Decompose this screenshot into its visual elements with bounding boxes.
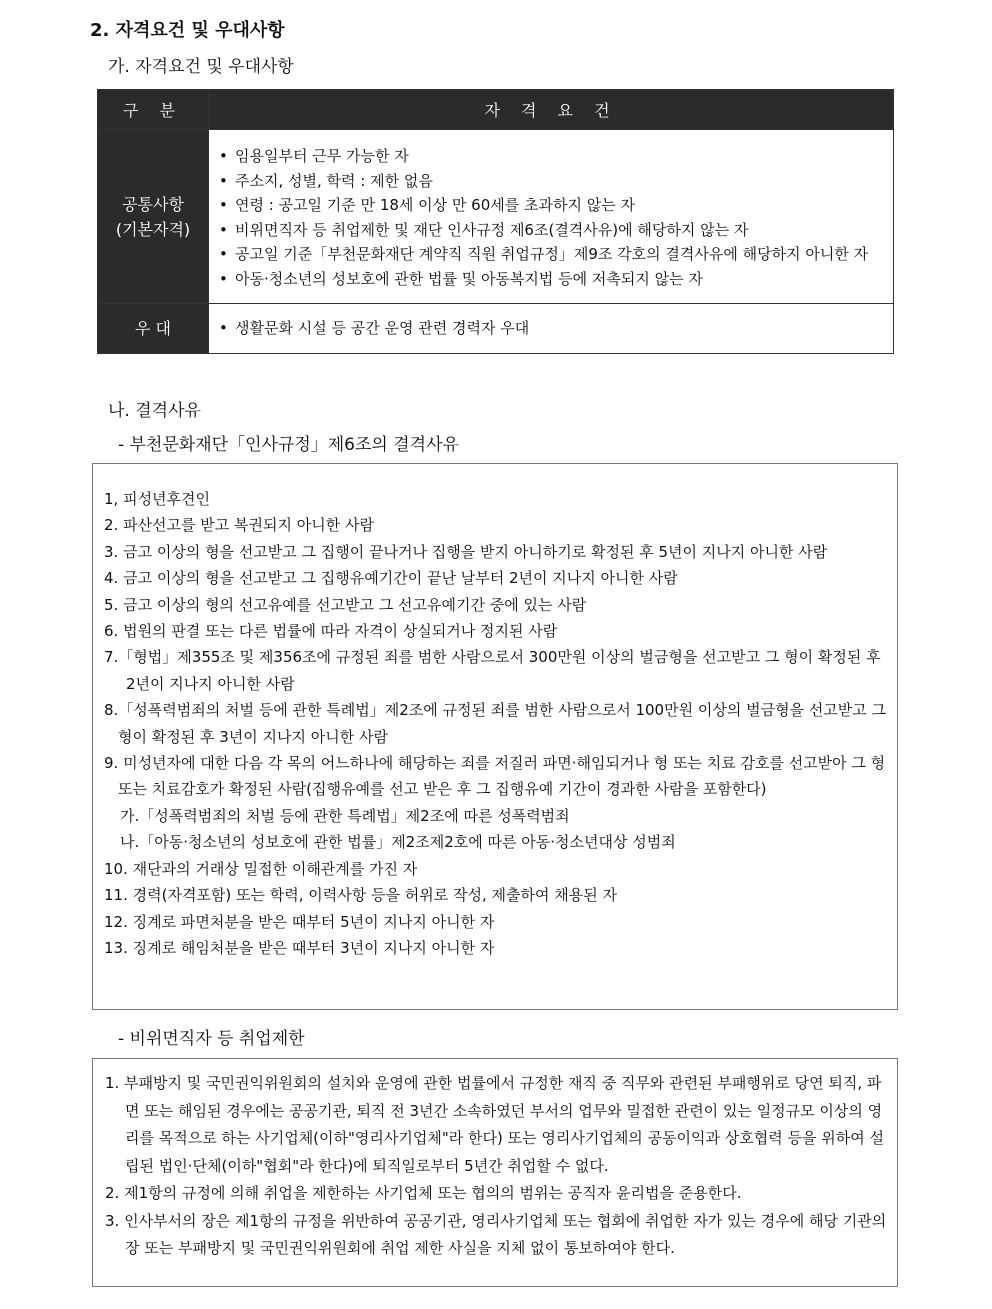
common-item: • 비위면직자 등 취업제한 및 재단 인사규정 제6조(결격사유)에 해당하지 않는 자	[217, 218, 883, 243]
preference-item: • 생활문화 시설 등 공간 운영 관련 경력자 우대	[217, 316, 883, 341]
disqualification-item: 5. 금고 이상의 형의 선고유예를 선고받고 그 선고유예기간 중에 있는 사람	[104, 595, 587, 614]
common-requirements-cell	[209, 130, 894, 304]
header-requirements: 자 격 요 건	[209, 90, 894, 130]
common-label-line2: (기본자격)	[115, 219, 191, 239]
common-item: • 아동·청소년의 성보호에 관한 법률 및 아동복지법 등에 저촉되지 않는 자	[217, 267, 883, 292]
common-item: • 공고일 기준「부천문화재단 계약직 직원 취업규정」제9조 각호의 결격사유에 해당하지 아니한 자	[217, 242, 883, 267]
preference-cell	[209, 304, 894, 354]
employment-restriction-box	[92, 1058, 898, 1287]
common-item: • 임용일부터 근무 가능한 자	[217, 144, 883, 169]
common-item: • 연령 : 공고일 기준 만 18세 이상 만 60세를 초과하지 않는 자	[217, 193, 883, 218]
disqualification-item: 6. 법원의 판결 또는 다른 법률에 따라 자격이 상실되거나 정지된 사람	[104, 622, 558, 641]
common-label-line1: 공통사항	[122, 194, 184, 214]
preference-label-cell	[98, 304, 209, 354]
disqualification-sub-item: 나.「아동·청소년의 성보호에 관한 법률」제2조제2호에 따른 아동·청소년대상 성범죄	[120, 833, 676, 852]
disqualification-item: 10. 재단과의 거래상 밀접한 이해관계를 가진 자	[104, 859, 418, 878]
employment-item: 2. 제1항의 규정에 의해 취업을 제한하는 사기업체 또는 협의의 범위는 공직자 윤리법을 준용한다.	[105, 1184, 742, 1202]
disqualification-item: 13. 징계로 해임처분을 받은 때부터 3년이 지나지 아니한 자	[104, 938, 495, 957]
disqualification-item: 1, 피성년후견인	[104, 490, 211, 508]
employment-item: 1. 부패방지 및 국민권익위원회의 설치와 운영에 관한 법률에서 규정한 재직 중 직무와 관련된 부패행위로 당연 퇴직, 파면 또는 해임된 경우에는 공공기관, 퇴직 전 3년간 소속하였던 부서의 업무와 밀접한 관련이 있는 일정규모 이상의 영리를 목적으로 하는 사기업체(이하"영리사기업체"라 한다) 또는 영리사기업체의 공동이익과 상호협력 등을 위하여 설립된 법인·단체(이하"협회"라 한다)에 퇴직일로부터 5년간 취업할 수 없다.	[105, 1074, 884, 1175]
disqualification-item: 4. 금고 이상의 형을 선고받고 그 집행유예기간이 끝난 날부터 2년이 지나지 아니한 사람	[104, 569, 678, 588]
disqualification-item: 8.「성폭력범죄의 처벌 등에 관한 특례법」제2조에 규정된 죄를 범한 사람으로서 100만원 이상의 벌금형을 선고받고 그 형이 확정된 후 3년이 지나지 아니한 사람	[104, 701, 887, 746]
header-category: 구 분	[98, 90, 209, 130]
disqualification-item: 12. 징계로 파면처분을 받은 때부터 5년이 지나지 아니한 자	[104, 912, 495, 931]
disqualification-item: 3. 금고 이상의 형을 선고받고 그 집행이 끝나거나 집행을 받지 아니하기로 확정된 후 5년이 지나지 아니한 사람	[104, 542, 828, 561]
requirements-table	[97, 89, 894, 354]
employment-restriction-subtitle: - 비위면직자 등 취업제한	[118, 1029, 305, 1049]
employment-item: 3. 인사부서의 장은 제1항의 규정을 위반하여 공공기관, 영리사기업체 또는 협회에 취업한 자가 있는 경우에 해당 기관의 장 또는 부패방지 및 국민권익위원회에 취업 제한 사실을 지체 없이 통보하여야 한다.	[105, 1211, 887, 1257]
disqualification-item: 7.「형법」제355조 및 제356조에 규정된 죄를 범한 사람으로서 300만원 이상의 벌금형을 선고받고 그 형이 확정된 후 2년이 지나지 아니한 사람	[104, 648, 881, 693]
disqualification-sub-item: 가.「성폭력범죄의 처벌 등에 관한 특례법」제2조에 따른 성폭력범죄	[120, 806, 570, 825]
disqualification-item: 2. 파산선고를 받고 복권되지 아니한 사람	[104, 516, 374, 535]
disqualification-item: 11. 경력(자격포함) 또는 학력, 이력사항 등을 허위로 작성, 제출하여 채용된 자	[104, 886, 617, 905]
common-item: • 주소지, 성별, 학력 : 제한 없음	[217, 169, 883, 194]
subsection-ga-title: 가. 자격요건 및 우대사항	[108, 57, 294, 77]
disqualification-box	[92, 463, 898, 1010]
disqualification-subtitle: - 부천문화재단「인사규정」제6조의 결격사유	[118, 435, 459, 455]
disqualification-item: 9. 미성년자에 대한 다음 각 목의 어느하나에 해당하는 죄를 저질러 파면·해임되거나 형 또는 치료 감호를 선고받아 그 형 또는 치료감호가 확정된 사람(집행유예를 선고 받은 후 그 집행유예 기간이 경과한 사람을 포함한다)	[104, 754, 886, 799]
section-heading: 2. 자격요건 및 우대사항	[90, 20, 285, 41]
common-label-cell	[98, 130, 209, 304]
subsection-na-title: 나. 결격사유	[108, 401, 201, 421]
preference-label: 우 대	[135, 318, 171, 338]
